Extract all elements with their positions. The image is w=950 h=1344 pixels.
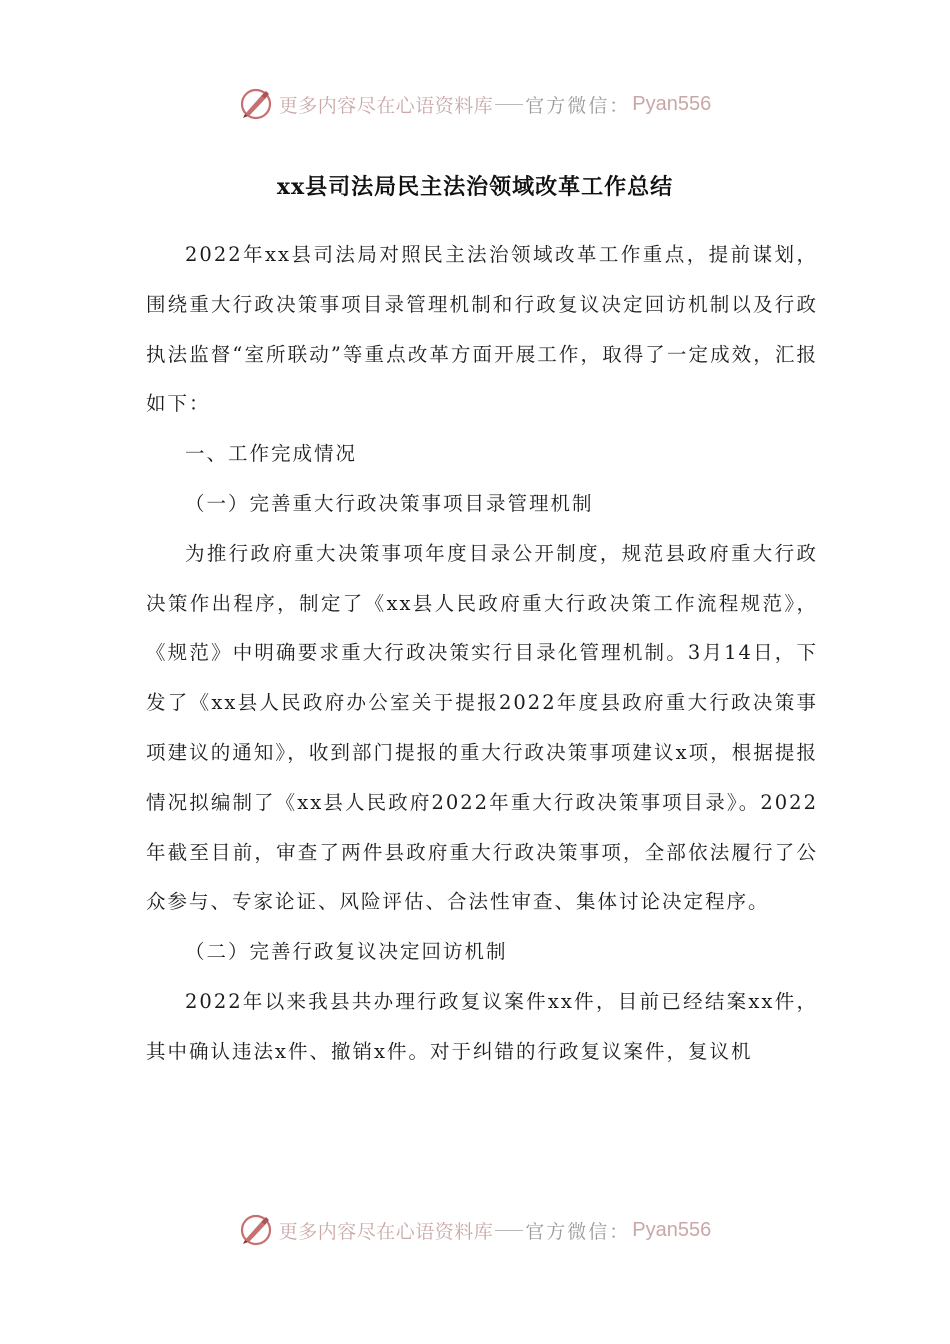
document-title: xx县司法局民主法治领域改革工作总结 (276, 174, 674, 200)
heading-section-1: 一、工作完成情况 (185, 442, 358, 466)
pen-logo-icon (239, 1213, 273, 1247)
watermark-wechat-label: 官方微信： (525, 94, 631, 117)
paragraph-1: 为推行政府重大决策事项年度目录公开制度，规范县政府重大行政决策作出程序，制定了《xx县人民政府重大行政决策工作流程规范》，《规范》中明确要求重大行政决策实行目录化管理机制。3月14日，下发了《xx县人民政府办公室关于提报2022年度县政府重大行政决策事项建议的通知》，收到部门提报的重大行政决策事项建议x项，根据提报情况拟编制了《xx县人民政府2022年重大行政决策事项目录》。2022年截至目前，审查了两件县政府重大行政决策事项，全部依法履行了公众参与、专家论证、风险评估、合法性审查、集体讨论决定程序。 (146, 541, 818, 914)
watermark-text (279, 1217, 712, 1244)
watermark-banner-top (0, 84, 950, 124)
watermark-banner-bottom (0, 1210, 950, 1250)
paragraph-2: 2022年以来我县共办理行政复议案件xx件，目前已经结案xx件，其中确认违法x件、撤销x件。对于纠错的行政复议案件，复议机 (146, 989, 818, 1063)
watermark-wechat-id: Pyan556 (632, 92, 712, 115)
watermark-text (279, 91, 712, 118)
subheading-1: （一）完善重大行政决策事项目录管理机制 (185, 491, 594, 515)
watermark-site-text: 更多内容尽在心语资料库 (278, 1220, 494, 1243)
watermark-wechat-id: Pyan556 (632, 1218, 712, 1241)
paragraph-intro: 2022年xx县司法局对照民主法治领域改革工作重点，提前谋划，围绕重大行政决策事项目录管理机制和行政复议决定回访机制以及行政执法监督“室所联动”等重点改革方面开展工作，取得了一定成效，汇报如下： (146, 243, 818, 416)
watermark-site-text: 更多内容尽在心语资料库 (278, 94, 494, 117)
watermark-dash (495, 1230, 523, 1231)
subheading-2: （二）完善行政复议决定回访机制 (185, 940, 508, 964)
watermark-dash (495, 104, 523, 105)
watermark-wechat-label: 官方微信： (525, 1220, 631, 1243)
document-body (146, 230, 818, 1077)
pen-logo-icon (239, 87, 273, 121)
